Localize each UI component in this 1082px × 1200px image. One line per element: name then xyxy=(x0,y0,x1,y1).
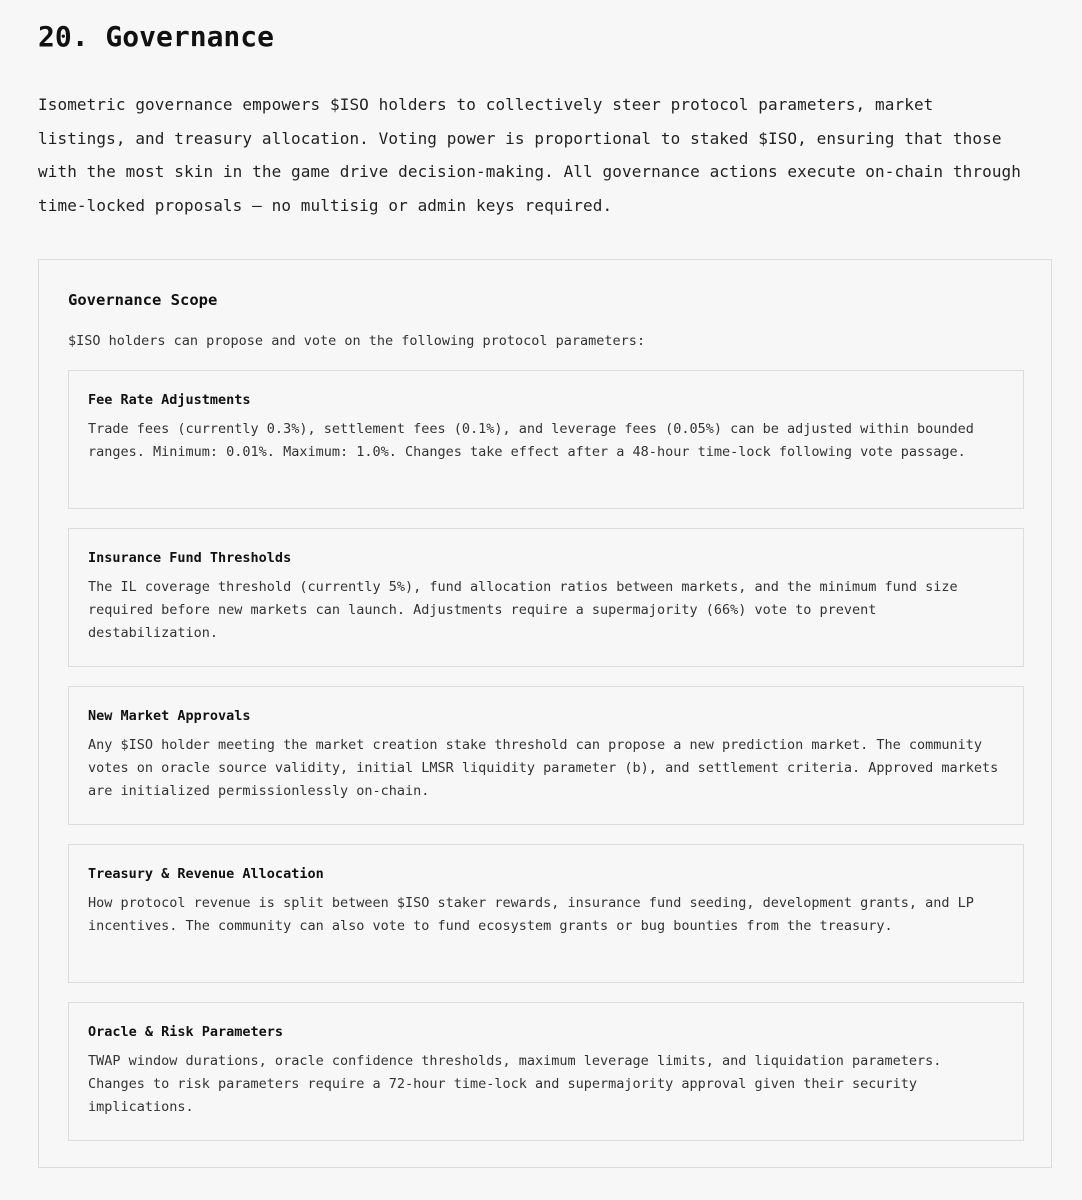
scope-item-treasury xyxy=(68,844,1024,983)
intro-paragraph: Isometric governance empowers $ISO holders to collectively steer protocol parameters, market listings, and treasury allocation. Voting power is proportional to staked $ISO, ensuring that those with the most skin in the game drive decision-making. All governance actions execute on-chain through time-locked proposals — no multisig or admin keys required. xyxy=(38,95,1022,215)
governance-scope-panel xyxy=(38,259,1052,1168)
scope-item-insurance-fund xyxy=(68,528,1024,667)
scope-item-body: TWAP window durations, oracle confidence thresholds, maximum leverage limits, and liquidation parameters. Changes to risk parameters require a 72-hour time-lock and supermajority approval given their security implications. xyxy=(88,1053,942,1116)
scope-item-title: Fee Rate Adjustments xyxy=(88,392,251,408)
scope-description: $ISO holders can propose and vote on the following protocol parameters: xyxy=(68,333,646,349)
scope-item-body: Any $ISO holder meeting the market creation stake threshold can propose a new prediction market. The community votes on oracle source validity, initial LMSR liquidity parameter (b), and settlement criteria. Approved markets are initialized permissionlessly on-chain. xyxy=(88,737,999,800)
scope-item-list xyxy=(68,370,1024,1160)
scope-item-body: Trade fees (currently 0.3%), settlement fees (0.1%), and leverage fees (0.05%) can be adjusted within bounded ranges. Minimum: 0.01%. Maximum: 1.0%. Changes take effect after a 48-hour time-lock following vote passage. xyxy=(88,421,974,461)
scope-item-title: New Market Approvals xyxy=(88,708,251,724)
scope-item-body: The IL coverage threshold (currently 5%), fund allocation ratios between markets, and the minimum fund size required before new markets can launch. Adjustments require a supermajority (66%) vote to prevent destabilization. xyxy=(88,579,958,642)
scope-item-title: Treasury & Revenue Allocation xyxy=(88,866,324,882)
scope-item-body: How protocol revenue is split between $ISO staker rewards, insurance fund seeding, development grants, and LP incentives. The community can also vote to fund ecosystem grants or bug bounties from the treasury. xyxy=(88,895,974,935)
scope-item-new-market xyxy=(68,686,1024,825)
scope-item-title: Oracle & Risk Parameters xyxy=(88,1024,284,1040)
page-title: 20. Governance xyxy=(38,20,275,53)
scope-item-fee-rate xyxy=(68,370,1024,509)
scope-item-title: Insurance Fund Thresholds xyxy=(88,550,292,566)
scope-title: Governance Scope xyxy=(68,291,218,309)
scope-item-oracle-risk xyxy=(68,1002,1024,1141)
